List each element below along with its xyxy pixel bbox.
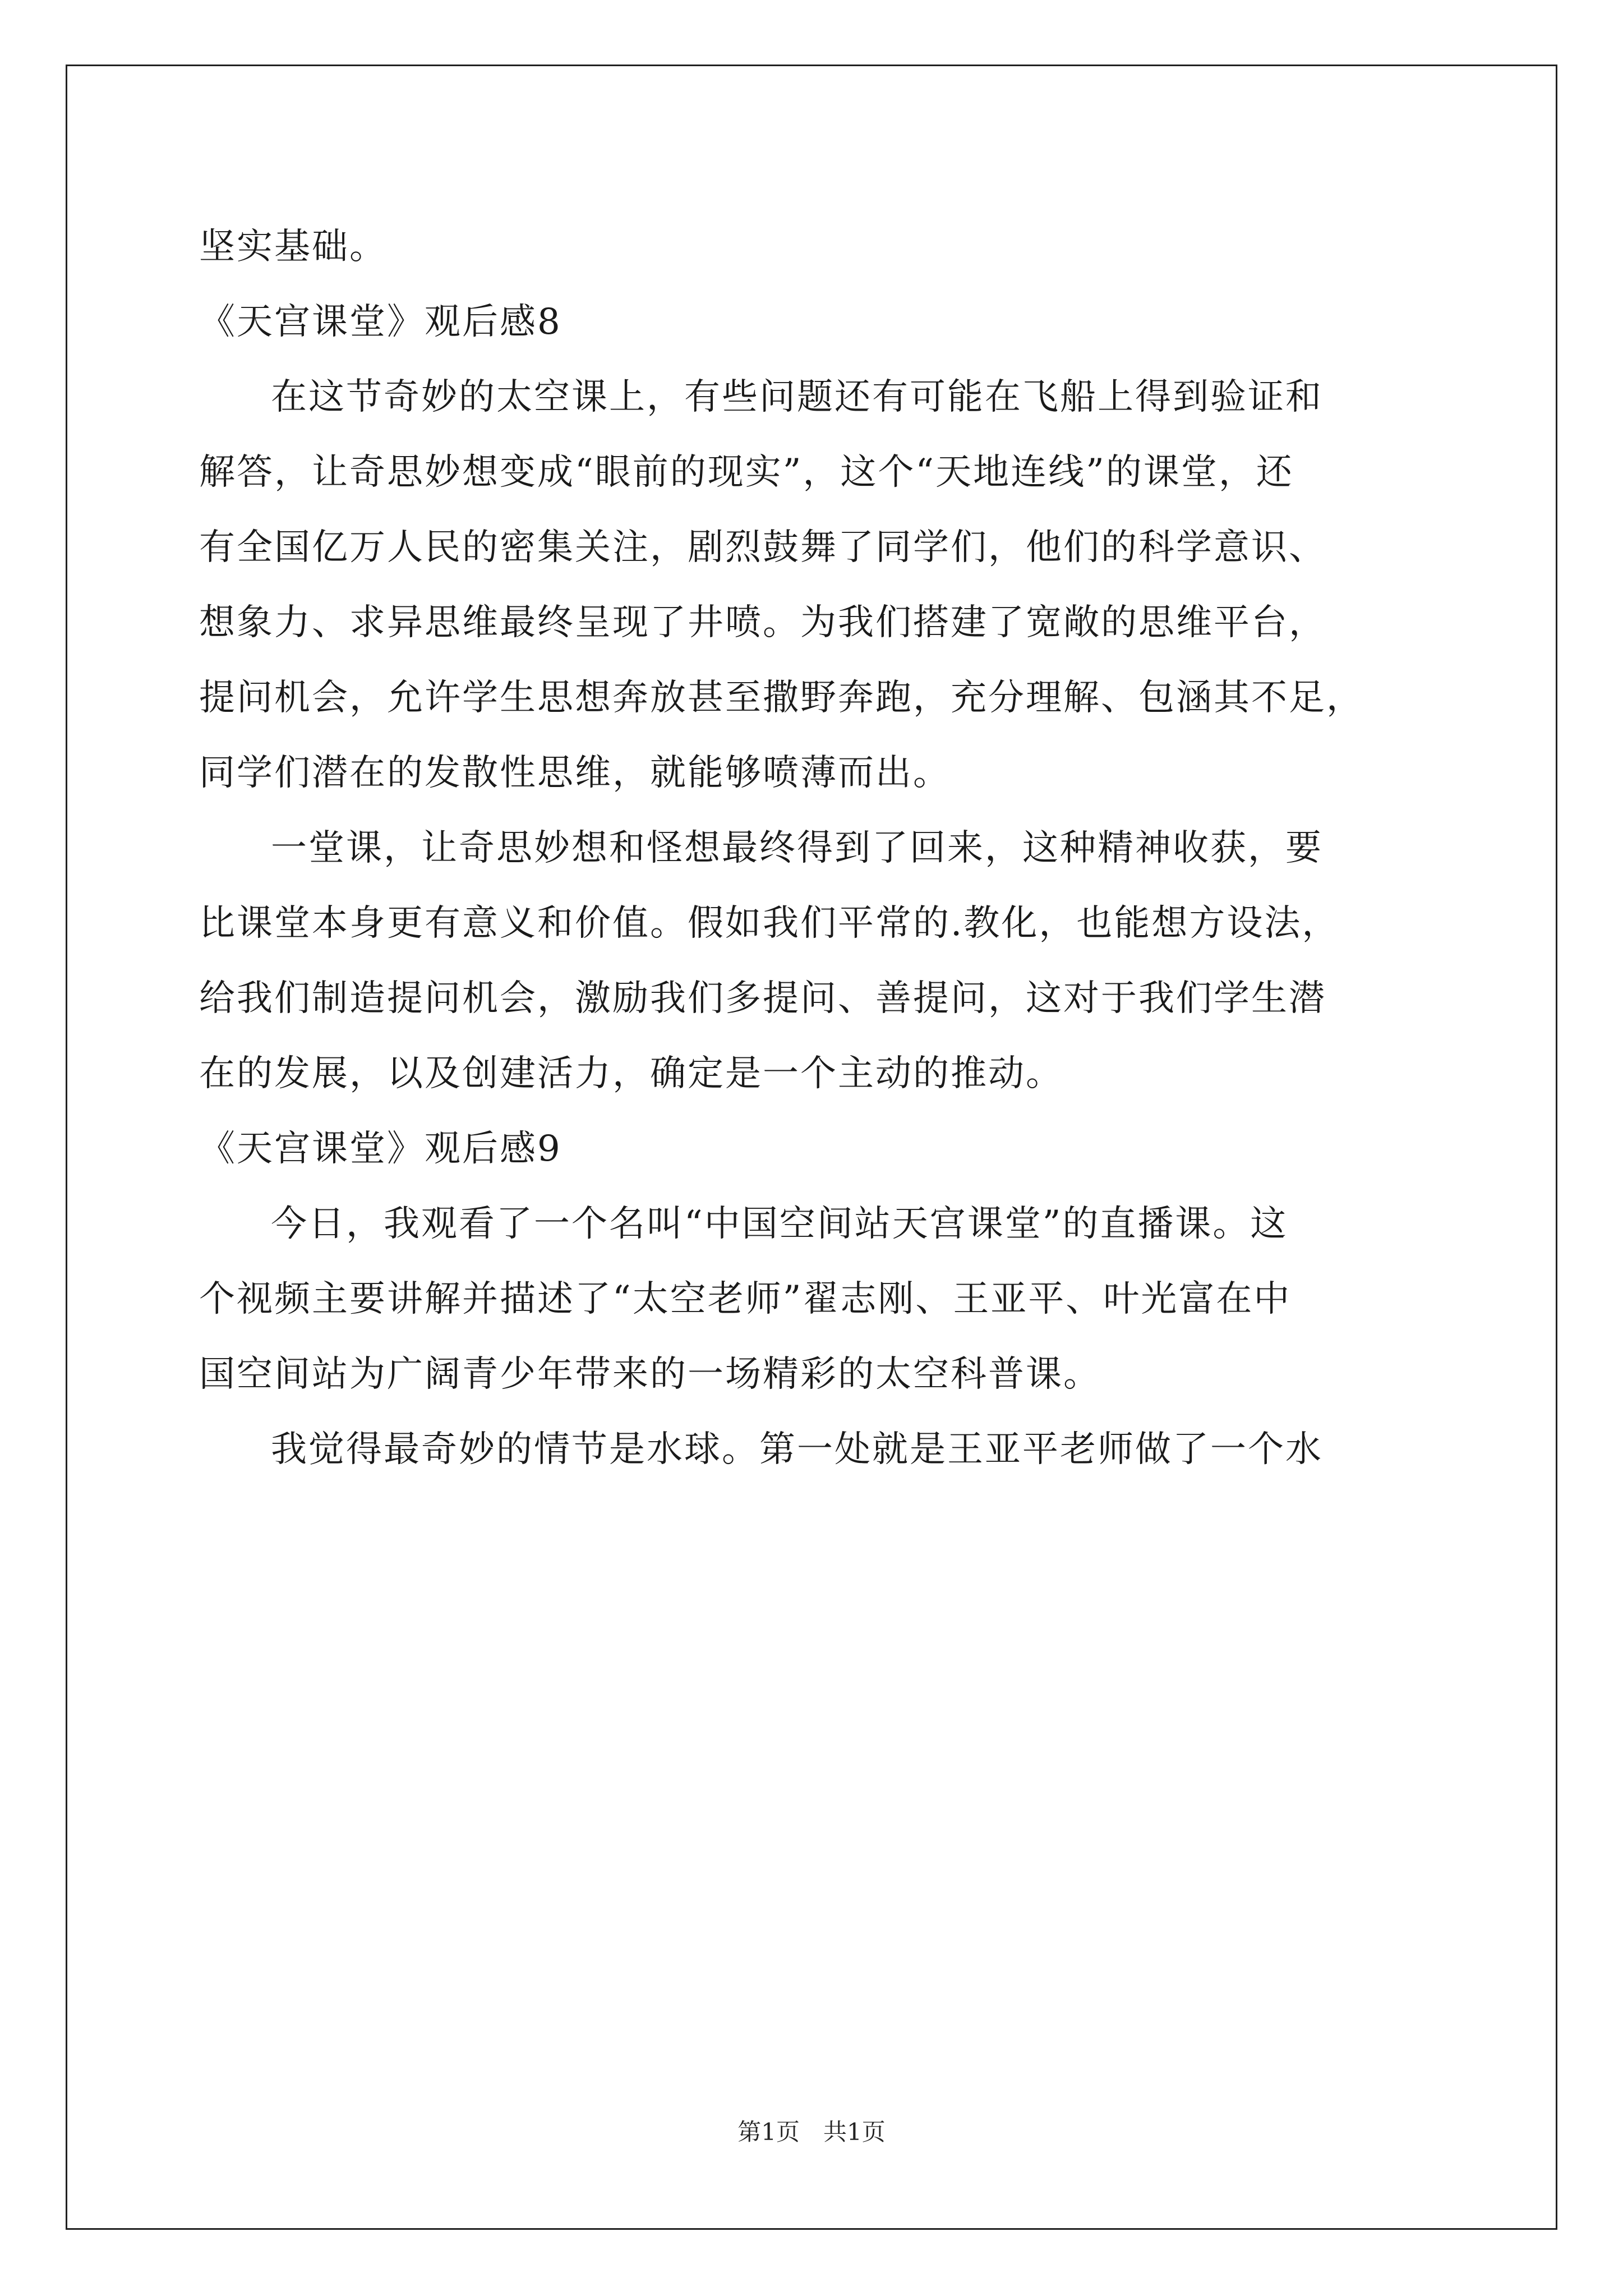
paragraph-line: 在的发展，以及创建活力，确定是一个主动的推动。	[199, 1053, 1063, 1094]
paragraph-line: 解答，让奇思妙想变成“眼前的现实”，这个“天地连线”的课堂，还	[199, 452, 1294, 493]
paragraph-line: 国空间站为广阔青少年带来的一场精彩的太空科普课。	[199, 1354, 1101, 1395]
paragraph-line: 在这节奇妙的太空课上，有些问题还有可能在飞船上得到验证和	[271, 376, 1323, 418]
section-heading-9: 《天宫课堂》观后感9	[199, 1128, 562, 1170]
continuation-text: 坚实基础。	[199, 226, 387, 268]
paragraph-line: 个视频主要讲解并描述了“太空老师”翟志刚、王亚平、叶光富在中	[199, 1278, 1292, 1320]
paragraph-line: 比课堂本身更有意义和价值。假如我们平常的.教化，也能想方设法，	[199, 903, 1340, 944]
paragraph-line: 今日，我观看了一个名叫“中国空间站天宫课堂”的直播课。这	[271, 1203, 1288, 1245]
paragraph-line: 一堂课，让奇思妙想和怪想最终得到了回来，这种精神收获，要	[271, 827, 1323, 869]
paragraph-line: 想象力、求异思维最终呈现了井喷。为我们搭建了宽敞的思维平台，	[199, 602, 1326, 643]
paragraph-line: 给我们制造提问机会，激励我们多提问、善提问，这对于我们学生潜	[199, 978, 1326, 1019]
paragraph-line: 提问机会，允许学生思想奔放甚至撒野奔跑，充分理解、包涵其不足，	[199, 677, 1364, 719]
page-footer: 第1页 共1页	[737, 2118, 886, 2146]
paragraph-line: 有全国亿万人民的密集关注，剧烈鼓舞了同学们，他们的科学意识、	[199, 527, 1326, 568]
paragraph-line: 同学们潜在的发散性思维，就能够喷薄而出。	[199, 752, 951, 794]
section-heading-8: 《天宫课堂》观后感8	[199, 301, 562, 343]
paragraph-line: 我觉得最奇妙的情节是水球。第一处就是王亚平老师做了一个水	[271, 1429, 1323, 1470]
